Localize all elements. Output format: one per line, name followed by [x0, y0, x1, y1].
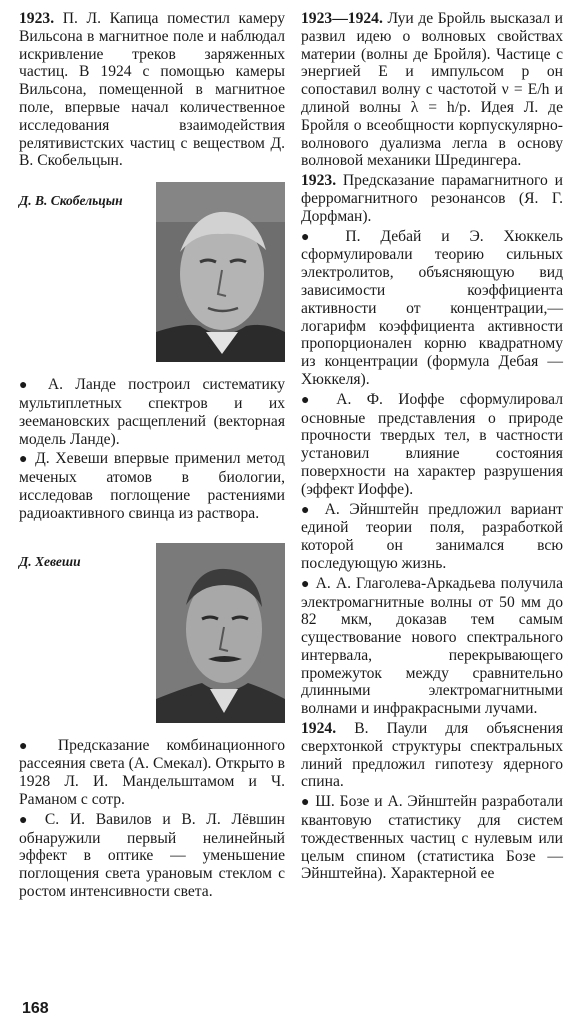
bullet-icon: ● [19, 738, 41, 754]
page-number: 168 [22, 1000, 49, 1017]
portrait-photo [156, 543, 285, 723]
entry-text: П. Л. Капица поместил камеру Вильсона в магнитное поле и наблюдал искривление треков заряженных частиц. В 1924 с помощью камеры Вильсона, помещенной в магнитное поле, впервые начал количественное исследования взаимодействия релятивистских частиц с веществом Д. В. Скобельцын. [19, 10, 286, 170]
bullet-icon: ● [19, 452, 30, 468]
entry-1923-kapitsa [19, 10, 285, 170]
entry-ioffe [301, 391, 563, 499]
entry-glagoleva [301, 575, 563, 718]
entry-dorfman [301, 172, 563, 225]
entry-text: Предсказание парамагнитного и ферромагнитного резонансов (Я. Г. Дорфман). [301, 172, 563, 225]
figure-caption: Д. Хевеши [19, 553, 81, 569]
entry-year: 1923—1924. [301, 10, 383, 27]
entry-text: А. Ф. Иоффе сформулировал основные представления о природе прочности твердых тел, в частности установил влияние состояния поверхности на характер разрушения (эффект Иоффе). [301, 390, 563, 498]
figure-caption: Д. В. Скобельцын [19, 193, 123, 209]
left-column [19, 10, 285, 903]
bullet-icon: ● [301, 576, 311, 592]
entry-bose-einstein [301, 793, 563, 883]
bullet-icon: ● [19, 812, 35, 828]
entry-year: 1923. [301, 172, 337, 190]
entry-text: Д. Хевеши впервые применил метод меченых атомов в биологии, исследовав поглощение растениями радиоактивного свинца из раствора. [19, 450, 285, 522]
entry-year: 1923. [19, 10, 55, 27]
entry-text: Предсказание комбинационного рассеяния света (А. Смекал). Открыто в 1928 Л. И. Мандельштамом и Ч. Раманом с сотр. [19, 736, 285, 808]
figure-skobeltsyn [19, 182, 285, 354]
entry-text: П. Дебай и Э. Хюккель сформулировали теорию сильных электролитов, объясняющую вид зависимости коэффициента активности от концентрации,— логарифм коэффициента активности пропорционален корню квадратному из концентрации (формула Дебая — Хюккеля). [301, 227, 564, 388]
portrait-photo [156, 182, 285, 362]
bullet-icon: ● [301, 795, 311, 811]
entry-pauli [301, 720, 563, 791]
entry-text: А. А. Глаголева-Аркадьева получила электромагнитные волны от 50 мм до 82 мкм, доказав тем самым существование нового спектрального интервала, перекрывающего промежуток между сравнительно длинными электромагнитными волнами и инфракрасными лучами. [301, 574, 563, 718]
entry-hevesy [19, 450, 285, 522]
entry-text: А. Эйнштейн предложил вариант единой теории поля, разработкой которой он занимался всю последующую жизнь. [301, 500, 563, 572]
bullet-icon: ● [301, 229, 326, 245]
bullet-icon: ● [301, 502, 316, 518]
entry-text: А. Ланде построил систематику мультиплетных спектров и их зеемановских расщеплений (векторная модель Ланде). [19, 376, 285, 448]
entry-lande [19, 376, 285, 448]
entry-vavilov [19, 811, 285, 901]
bullet-icon: ● [19, 378, 36, 394]
entry-text: С. И. Вавилов и В. Л. Лёвшин обнаружили первый нелинейный эффект в оптике — уменьшение поглощения света урановым стеклом с ростом интенсивности света. [19, 810, 285, 900]
entry-einstein-field [301, 501, 563, 573]
entry-text: В. Паули для объяснения сверхтонкой структуры спектральных линий предложил гипотезу ядерного спина. [301, 720, 564, 791]
entry-text: Луи де Бройль высказал и развил идею о волновых свойствах материи (волны де Бройля). Частице с энергией E и импульсом p он сопоставил волну с частотой ν = E/h и длиной волны λ = h/p. Идея Л. де Бройля о всеобщности корпускулярно-волнового дуализма легла в основу волновой механики Шредингера. [301, 10, 563, 170]
entry-year: 1924. [301, 720, 337, 738]
entry-de-broglie [301, 10, 563, 170]
entry-debye-huckel [301, 228, 563, 389]
entry-smekal [19, 737, 285, 809]
bullet-icon: ● [301, 392, 321, 408]
entry-text: Ш. Бозе и А. Эйнштейн разработали квантовую статистику для систем тождественных частиц с нулевым или целым спином (статистика Бозе — Эйнштейна). Характерной ее [301, 793, 563, 883]
right-column [301, 10, 563, 885]
figure-hevesy [19, 543, 285, 715]
